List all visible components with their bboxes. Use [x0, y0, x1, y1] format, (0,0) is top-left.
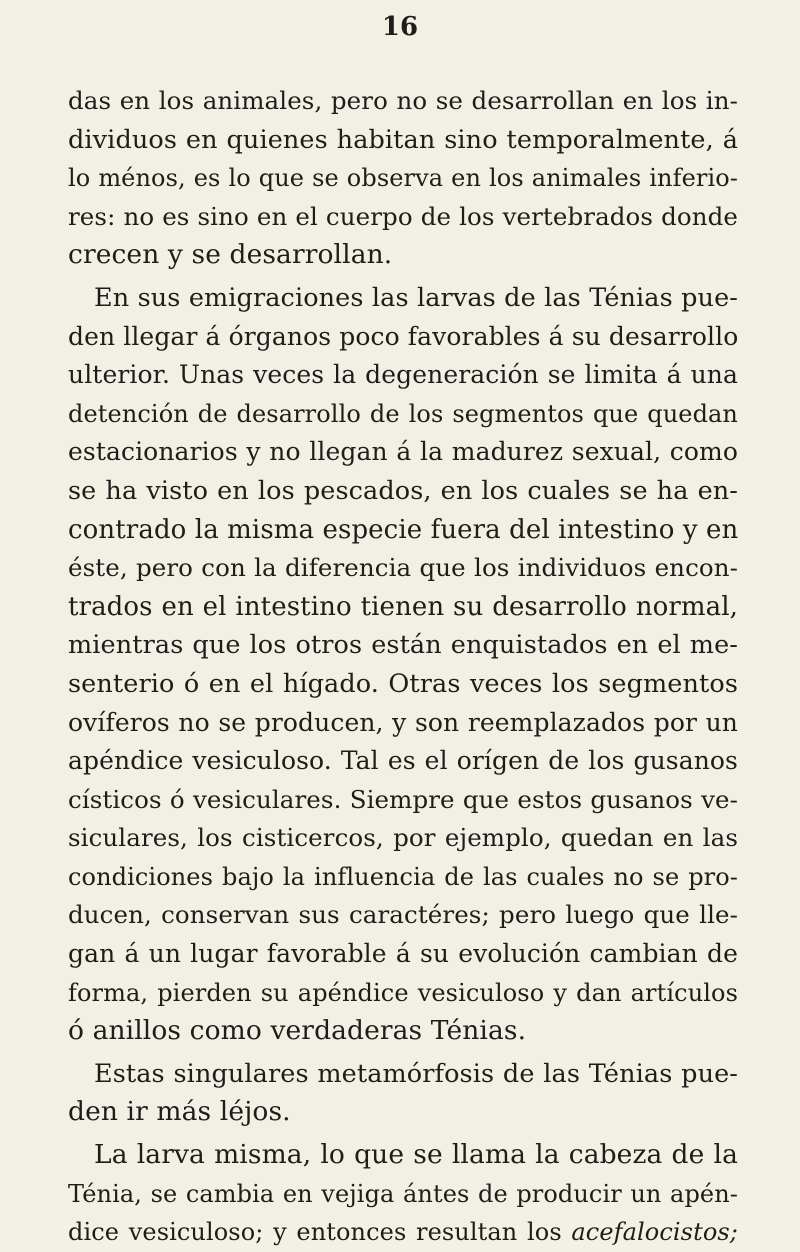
text-line: ó anillos como verdaderas Ténias. — [68, 1015, 527, 1047]
text-line: En sus emigraciones las larvas de las Ténias pue- — [94, 282, 738, 313]
text-line: den llegar á órganos poco favorables á su desarrollo — [68, 321, 739, 351]
text-line: La larva misma, lo que se llama la cabeza de la — [94, 1139, 738, 1171]
text-line-last — [68, 1213, 738, 1252]
text-line: das en los animales, pero no se desarrollan en los in- — [68, 86, 738, 115]
body-text — [68, 82, 738, 1252]
text-line: císticos ó vesiculares. Siempre que estos gusanos ve- — [68, 784, 738, 814]
text-line: Ténia, se cambia en vejiga ántes de producir un apén- — [68, 1179, 738, 1208]
text-line: mientras que los otros están enquistados en el me- — [68, 630, 738, 661]
text-line: Estas singulares metamórfosis de las Ténias pue- — [94, 1058, 738, 1089]
text-line: lo ménos, es lo que se observa en los animales inferio- — [68, 164, 738, 193]
text-line: éste, pero con la diferencia que los individuos encon- — [68, 553, 738, 583]
text-line: crecen y se desarrollan. — [68, 239, 393, 271]
text-line: forma, pierden su apéndice vesiculoso y dan artículos — [68, 978, 738, 1007]
text-line: den ir más léjos. — [68, 1096, 291, 1128]
page-number: 16 — [381, 12, 419, 42]
text-line: ulterior. Unas veces la degeneración se limita á una — [68, 360, 738, 390]
text-line: senterio ó en el hígado. Otras veces los segmentos — [68, 668, 738, 699]
text-line: contrado la misma especie fuera del intestino y en — [68, 514, 739, 545]
text-line: ducen, conservan sus caractéres; pero luego que lle- — [68, 900, 738, 930]
italic-term: acefalocistos; — [571, 1218, 738, 1247]
text-fragment: dice vesiculoso; y entonces resultan los — [68, 1218, 572, 1247]
text-line: detención de desarrollo de los segmentos que quedan — [68, 399, 738, 428]
text-line: siculares, los cisticercos, por ejemplo, quedan en las — [68, 823, 738, 853]
text-line: trados en el intestino tienen su desarrollo normal, — [68, 591, 738, 622]
text-line: gan á un lugar favorable á su evolución cambian de — [68, 939, 738, 969]
text-line: condiciones bajo la influencia de las cuales no se pro- — [68, 862, 738, 891]
text-line: ovíferos no se producen, y son reemplazados por un — [68, 707, 738, 737]
text-line: se ha visto en los pescados, en los cuales se ha en- — [68, 475, 738, 506]
text-line: estacionarios y no llegan á la madurez sexual, como — [68, 437, 738, 467]
text-line: apéndice vesiculoso. Tal es el orígen de los gusanos — [68, 746, 738, 776]
text-line: res: no es sino en el cuerpo de los vertebrados donde — [68, 201, 738, 231]
text-line: dividuos en quienes habitan sino temporalmente, á — [68, 124, 738, 155]
